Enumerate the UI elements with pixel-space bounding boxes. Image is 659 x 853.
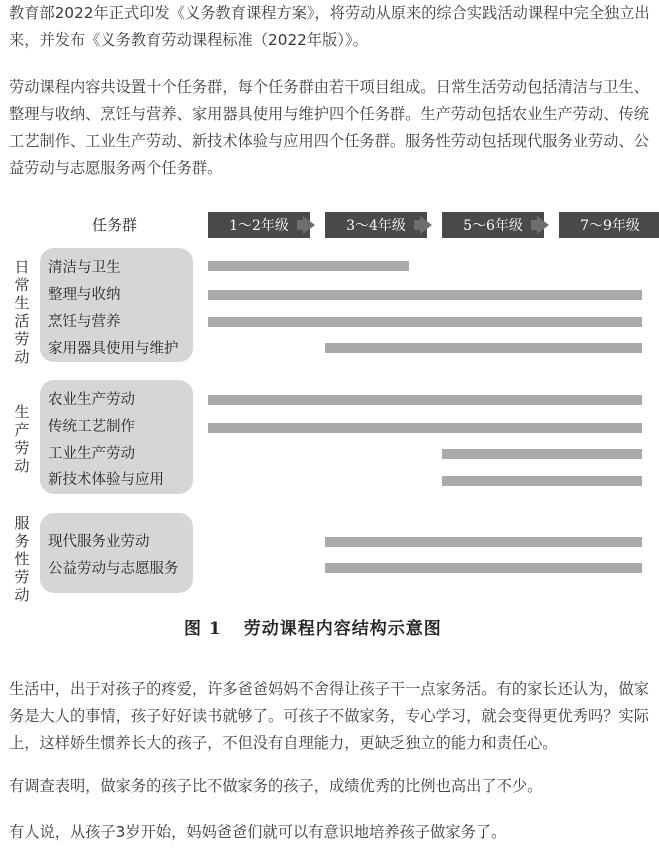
task-new-technology: 新技术体验与应用	[48, 472, 164, 488]
figure-caption-number: 图 1	[184, 619, 222, 639]
parents-paragraph: 生活中，出于对孩子的疼爱，许多爸爸妈妈不舍得让孩子干一点家务活。有的家长还认为，做家务是大人的事情，孩子好好读书就够了。可孩子不做家务，专心学习，就会变得更优秀吗？实际上，这样娇生惯养长大的孩子，不但没有自理能力，更缺乏独立的能力和责任心。	[9, 680, 649, 752]
task-volunteer-service: 公益劳动与志愿服务	[48, 561, 179, 577]
task-group-header: 任务群	[92, 216, 138, 234]
figure-caption-text: 劳动课程内容结构示意图	[243, 619, 442, 639]
grade-arrow-icon	[303, 216, 315, 234]
grade-header-5-6: 5～6年级	[442, 212, 544, 238]
grade-header-7-9: 7～9年级	[559, 212, 659, 238]
bar-industrial-production	[442, 449, 642, 459]
group-box-service	[40, 513, 193, 593]
bar-traditional-crafts	[208, 423, 642, 433]
bar-appliance-maintenance	[325, 343, 642, 353]
bar-volunteer-service	[325, 563, 642, 573]
task-cooking-nutrition: 烹饪与营养	[48, 314, 121, 330]
figure-caption	[184, 614, 442, 639]
age-paragraph: 有人说，从孩子3岁开始，妈妈爸爸们就可以有意识地培养孩子做家务了。	[9, 823, 507, 841]
survey-paragraph: 有调查表明，做家务的孩子比不做家务的孩子，成绩优秀的比例也高出了不少。	[9, 777, 543, 795]
bar-modern-service	[325, 537, 642, 547]
task-modern-service: 现代服务业劳动	[48, 534, 150, 550]
bar-agriculture	[208, 395, 642, 405]
task-cleaning-hygiene: 清洁与卫生	[48, 260, 121, 276]
task-agriculture: 农业生产劳动	[48, 392, 135, 408]
group-label-service: 服务性劳动	[14, 514, 30, 604]
bar-cooking-nutrition	[208, 317, 642, 327]
task-traditional-crafts: 传统工艺制作	[48, 419, 135, 435]
task-groups-paragraph: 劳动课程内容共设置十个任务群，每个任务群由若干项目组成。日常生活劳动包括清洁与卫生、整理与收纳、烹饪与营养、家用器具使用与维护四个任务群。生产劳动包括农业生产劳动、传统工艺制作、工业生产劳动、新技术体验与应用四个任务群。服务性劳动包括现代服务业劳动、公益劳动与志愿服务两个任务群。	[9, 78, 649, 177]
group-label-production: 生产劳动	[14, 403, 30, 475]
task-industrial-production: 工业生产劳动	[48, 446, 135, 462]
bar-cleaning-hygiene	[208, 261, 409, 271]
intro-paragraph: 教育部2022年正式印发《义务教育课程方案》，将劳动从原来的综合实践活动课程中完全独立出来，并发布《义务教育劳动课程标准（2022年版）》。	[9, 4, 650, 49]
grade-header-3-4: 3～4年级	[325, 212, 427, 238]
labor-curriculum-figure	[0, 200, 659, 650]
grade-arrow-icon	[537, 216, 549, 234]
grade-header-1-2: 1～2年级	[208, 212, 310, 238]
task-appliance-maintenance: 家用器具使用与维护	[48, 341, 179, 357]
bar-organizing-storage	[208, 290, 642, 300]
task-organizing-storage: 整理与收纳	[48, 287, 121, 303]
grade-arrow-icon	[420, 216, 432, 234]
bar-new-technology	[442, 476, 642, 486]
group-label-daily-life: 日常生活劳动	[14, 258, 30, 366]
